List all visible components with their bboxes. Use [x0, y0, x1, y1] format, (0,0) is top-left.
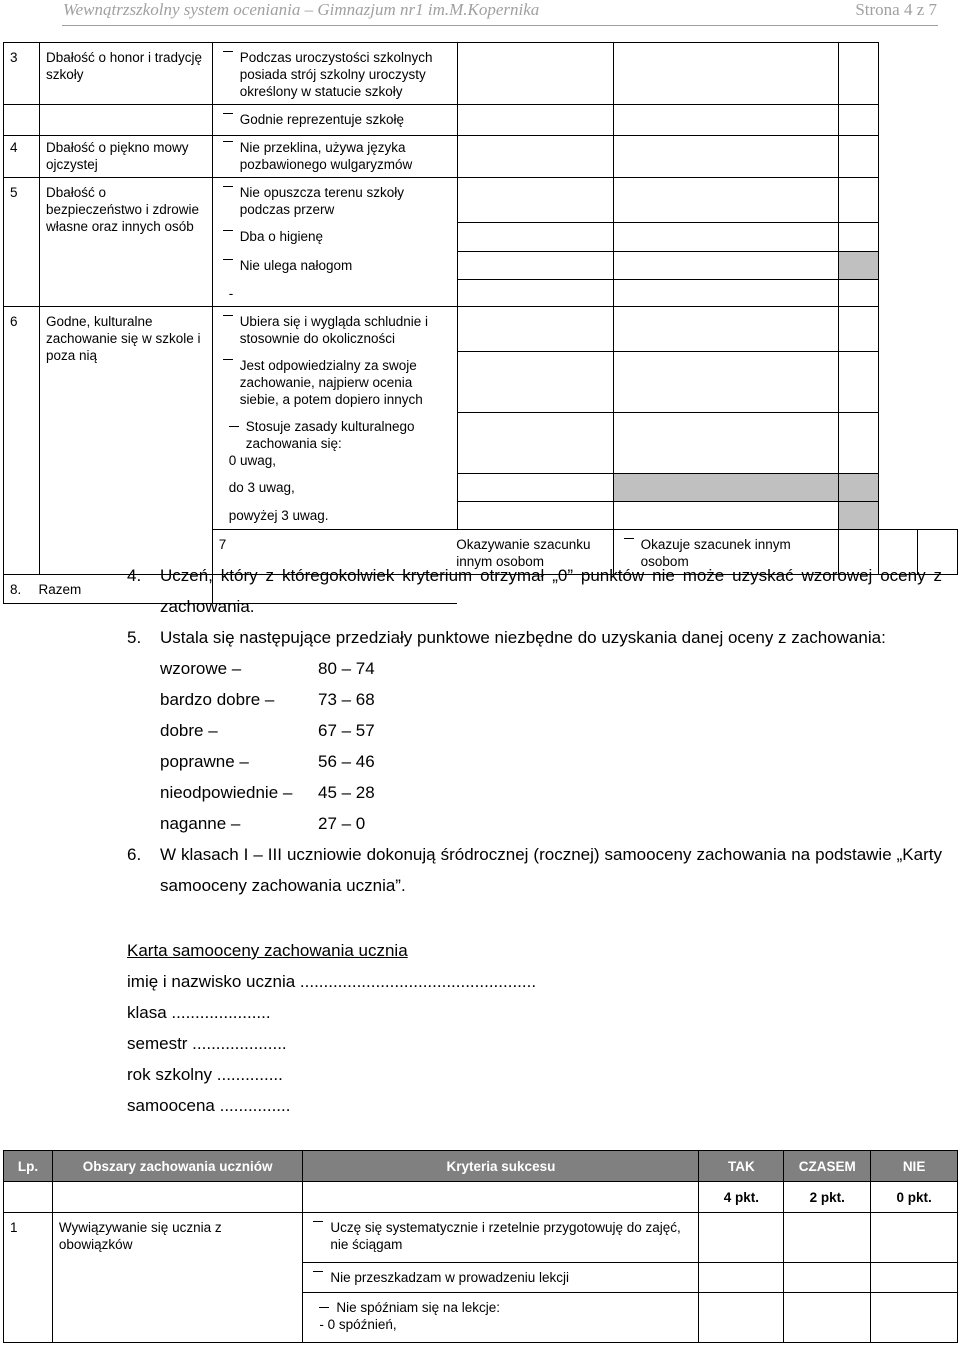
points-czasem: 2 pkt. — [784, 1182, 871, 1213]
col-area: Obszary zachowania uczniów — [52, 1151, 302, 1182]
grade-range: wzorowe – 80 – 74 — [160, 659, 375, 678]
grade-range: poprawne – 56 – 46 — [160, 752, 375, 771]
school-year-field: rok szkolny .............. — [127, 1065, 283, 1084]
header-divider — [62, 25, 938, 26]
student-name-field: imię i nazwisko ucznia .................................................. — [127, 972, 537, 991]
score-disabled — [839, 473, 879, 501]
row-number: 3 — [4, 43, 40, 105]
score-tak — [457, 43, 613, 105]
score-disabled — [839, 501, 879, 529]
criterion-cell: Godnie reprezentuje szkołę — [212, 105, 457, 136]
header-title: Wewnątrzszkolny system oceniania – Gimnazjum nr1 im.M.Kopernika — [63, 0, 540, 19]
score-disabled — [839, 251, 879, 279]
rule-6: 6. W klasach I – III uczniowie dokonują śródrocznej (rocznej) samooceny zachowania na podstawie „Karty samooceny zachowania ucznia”. — [127, 845, 942, 895]
score-czasem — [613, 43, 839, 105]
col-czasem: CZASEM — [784, 1151, 871, 1182]
points-nie: 0 pkt. — [871, 1182, 958, 1213]
rules-section — [127, 560, 942, 901]
self-assessment-table: Lp. Obszary zachowania uczniów Kryteria sukcesu TAK CZASEM NIE 4 pkt. 2 pkt. 0 pkt. 1 Wywiązywanie się ucznia z obowiązków Uczę się systematycznie i rzetelnie przygotowuję do zajęć, nie ściągam Nie przeszkadzam w prowadzeniu lekcji Nie spóźniam się na lekcje: - 0 spóźnień, — [3, 1150, 958, 1343]
card-title: Karta samooceny zachowania ucznia — [127, 941, 408, 960]
self-grade-field: samoocena ............... — [127, 1096, 291, 1115]
grade-range: nieodpowiednie – 45 – 28 — [160, 783, 375, 802]
rule-4: 4. Uczeń, który z któregokolwiek kryterium otrzymał „0” punktów nie może uzyskać wzorowej oceny z zachowania. — [127, 566, 942, 616]
score-disabled — [613, 473, 839, 501]
col-lp: Lp. — [4, 1151, 53, 1182]
semester-field: semestr .................... — [127, 1034, 287, 1053]
page-number: Strona 4 z 7 — [855, 0, 937, 19]
area-cell: Dbałość o honor i tradycję szkoły — [39, 43, 212, 105]
points-tak: 4 pkt. — [699, 1182, 784, 1213]
behavior-criteria-table: 3 Dbałość o honor i tradycję szkoły Podczas uroczystości szkolnych posiada strój szkolny uroczysty określony w statucie szkoły Godnie reprezentuje szkołę 4 Dbałość o piękno mowy ojczystej Nie przeklina, używa języka pozbawionego wulgaryzmów 5 Dbałość o bezpieczeństwo i zdrowie własne oraz innych osób Nie opuszcza terenu szkoły podczas przerw Dba o higienę Nie ulega nałogom - 6 Godne, kulturalne zachowanie się w szkole i poza nią Ubiera się i wygląda schludnie i stosownie do okoliczności Jest odpowiedzialny za swoje zachowanie, najpierw ocenia siebie, a potem dopiero innych Stosuje zasady kulturalnego zachowania się: 0 uwag, do 3 uwag, powyżej 3 uwag. 7 Okazywanie szacunku innym osobom Okazuje szacunek innym osobom 8. Razem — [3, 42, 958, 604]
col-criteria: Kryteria sukcesu — [303, 1151, 699, 1182]
score-nie — [839, 43, 879, 105]
criterion-cell: Podczas uroczystości szkolnych posiada strój szkolny uroczysty określony w statucie szkoły — [212, 43, 457, 105]
grade-range: dobre – 67 – 57 — [160, 721, 375, 740]
class-field: klasa ..................... — [127, 1003, 271, 1022]
grade-range: naganne – 27 – 0 — [160, 814, 366, 833]
grade-range: bardzo dobre – 73 – 68 — [160, 690, 375, 709]
col-tak: TAK — [699, 1151, 784, 1182]
self-assessment-card — [127, 935, 536, 1121]
col-nie: NIE — [871, 1151, 958, 1182]
rule-5: 5. Ustala się następujące przedziały punktowe niezbędne do uzyskania danej oceny z zachowania: — [127, 628, 886, 647]
